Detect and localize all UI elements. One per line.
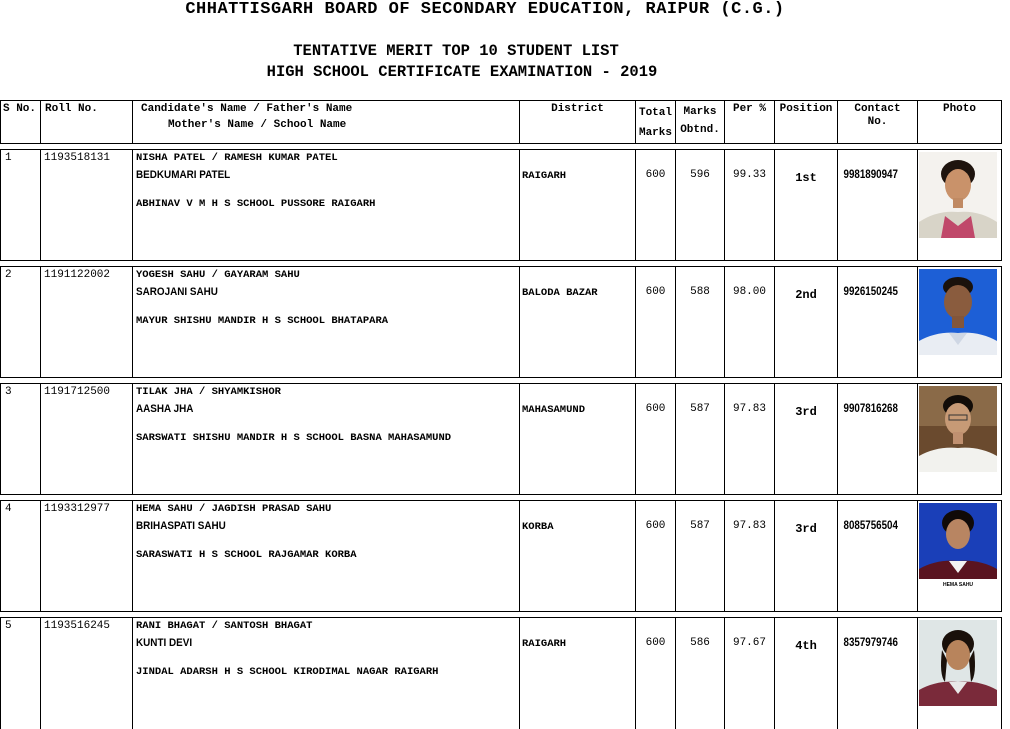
table-row <box>1 501 1002 612</box>
school-name: SARASWATI H S SCHOOL RAJGAMAR KORBA <box>136 549 519 561</box>
mother-name: BRIHASPATI SAHU <box>136 520 481 532</box>
col-header-contact-line2: No. <box>838 116 917 129</box>
cell-total: 600 <box>636 384 676 495</box>
cell-roll: 1191122002 <box>41 267 133 378</box>
mother-name: BEDKUMARI PATEL <box>136 169 481 181</box>
mother-name: SAROJANI SAHU <box>136 286 481 298</box>
student-photo <box>919 503 997 589</box>
page-subtitle-list: TENTATIVE MERIT TOP 10 STUDENT LIST <box>0 42 912 60</box>
table-row <box>1 267 1002 378</box>
photo-caption: HEMA SAHU <box>919 582 997 588</box>
mother-name: AASHA JHA <box>136 403 481 415</box>
cell-district: BALODA BAZAR <box>520 267 636 378</box>
col-header-total-line1: Total <box>636 103 675 123</box>
col-header-district: District <box>520 101 636 144</box>
col-header-name <box>133 101 520 144</box>
cell-photo <box>918 267 1002 378</box>
cell-total: 600 <box>636 618 676 729</box>
cell-percent: 97.83 <box>725 501 775 612</box>
cell-name <box>133 501 520 612</box>
cell-photo <box>918 150 1002 261</box>
col-header-total <box>636 101 676 144</box>
col-header-name-line2: Mother's Name / School Name <box>133 115 519 131</box>
col-header-percent: Per % <box>725 101 775 144</box>
table-row <box>1 618 1002 729</box>
candidate-father-name: YOGESH SAHU / GAYARAM SAHU <box>136 269 519 281</box>
school-name: SARSWATI SHISHU MANDIR H S SCHOOL BASNA MAHASAMUND <box>136 432 519 444</box>
cell-contact: 9907816268 <box>838 384 906 495</box>
cell-contact: 9981890947 <box>838 150 906 261</box>
cell-total: 600 <box>636 150 676 261</box>
cell-obtained: 587 <box>676 501 725 612</box>
cell-percent: 98.00 <box>725 267 775 378</box>
col-header-obtained <box>676 101 725 144</box>
student-photo <box>919 152 997 238</box>
mother-name: KUNTI DEVI <box>136 637 481 649</box>
cell-obtained: 588 <box>676 267 725 378</box>
cell-position: 3rd <box>775 501 838 612</box>
col-header-obtained-line1: Marks <box>676 103 724 121</box>
student-photo <box>919 386 997 472</box>
cell-obtained: 596 <box>676 150 725 261</box>
table-row <box>1 150 1002 261</box>
cell-contact: 9926150245 <box>838 267 906 378</box>
cell-district: RAIGARH <box>520 618 636 729</box>
school-name: MAYUR SHISHU MANDIR H S SCHOOL BHATAPARA <box>136 315 519 327</box>
cell-contact: 8085756504 <box>838 501 906 612</box>
cell-roll: 1193518131 <box>41 150 133 261</box>
cell-name <box>133 150 520 261</box>
cell-sno: 5 <box>1 618 41 729</box>
cell-sno: 3 <box>1 384 41 495</box>
cell-district: RAIGARH <box>520 150 636 261</box>
cell-photo <box>918 501 1002 612</box>
cell-district: MAHASAMUND <box>520 384 636 495</box>
cell-sno: 4 <box>1 501 41 612</box>
col-header-position: Position <box>775 101 838 144</box>
cell-position: 3rd <box>775 384 838 495</box>
col-header-name-line1: Candidate's Name / Father's Name <box>133 103 519 115</box>
col-header-sno: S No. <box>1 101 41 144</box>
cell-total: 600 <box>636 501 676 612</box>
cell-name <box>133 384 520 495</box>
cell-obtained: 586 <box>676 618 725 729</box>
cell-name <box>133 267 520 378</box>
cell-percent: 99.33 <box>725 150 775 261</box>
cell-position: 4th <box>775 618 838 729</box>
col-header-contact-line1: Contact <box>838 103 917 116</box>
cell-position: 1st <box>775 150 838 261</box>
cell-roll: 1193312977 <box>41 501 133 612</box>
table-header-row <box>1 101 1002 144</box>
cell-sno: 2 <box>1 267 41 378</box>
cell-photo <box>918 384 1002 495</box>
cell-percent: 97.67 <box>725 618 775 729</box>
merit-table <box>0 100 1002 729</box>
cell-photo <box>918 618 1002 729</box>
candidate-father-name: HEMA SAHU / JAGDISH PRASAD SAHU <box>136 503 519 515</box>
cell-percent: 97.83 <box>725 384 775 495</box>
col-header-obtained-line2: Obtnd. <box>676 121 724 139</box>
candidate-father-name: NISHA PATEL / RAMESH KUMAR PATEL <box>136 152 519 164</box>
student-photo <box>919 620 997 706</box>
col-header-total-line2: Marks <box>636 123 675 143</box>
page-subtitle-exam: HIGH SCHOOL CERTIFICATE EXAMINATION - 2019 <box>0 63 924 81</box>
col-header-roll: Roll No. <box>41 101 133 144</box>
cell-roll: 1193516245 <box>41 618 133 729</box>
table-row <box>1 384 1002 495</box>
col-header-contact <box>838 101 918 144</box>
cell-name <box>133 618 520 729</box>
page-title: CHHATTISGARH BOARD OF SECONDARY EDUCATION, RAIPUR (C.G.) <box>0 0 970 19</box>
cell-contact: 8357979746 <box>838 618 906 729</box>
cell-obtained: 587 <box>676 384 725 495</box>
school-name: ABHINAV V M H S SCHOOL PUSSORE RAIGARH <box>136 198 519 210</box>
cell-position: 2nd <box>775 267 838 378</box>
cell-district: KORBA <box>520 501 636 612</box>
candidate-father-name: RANI BHAGAT / SANTOSH BHAGAT <box>136 620 519 632</box>
student-photo <box>919 269 997 355</box>
col-header-photo: Photo <box>918 101 1002 144</box>
cell-roll: 1191712500 <box>41 384 133 495</box>
cell-total: 600 <box>636 267 676 378</box>
candidate-father-name: TILAK JHA / SHYAMKISHOR <box>136 386 519 398</box>
school-name: JINDAL ADARSH H S SCHOOL KIRODIMAL NAGAR RAIGARH <box>136 666 519 678</box>
cell-sno: 1 <box>1 150 41 261</box>
